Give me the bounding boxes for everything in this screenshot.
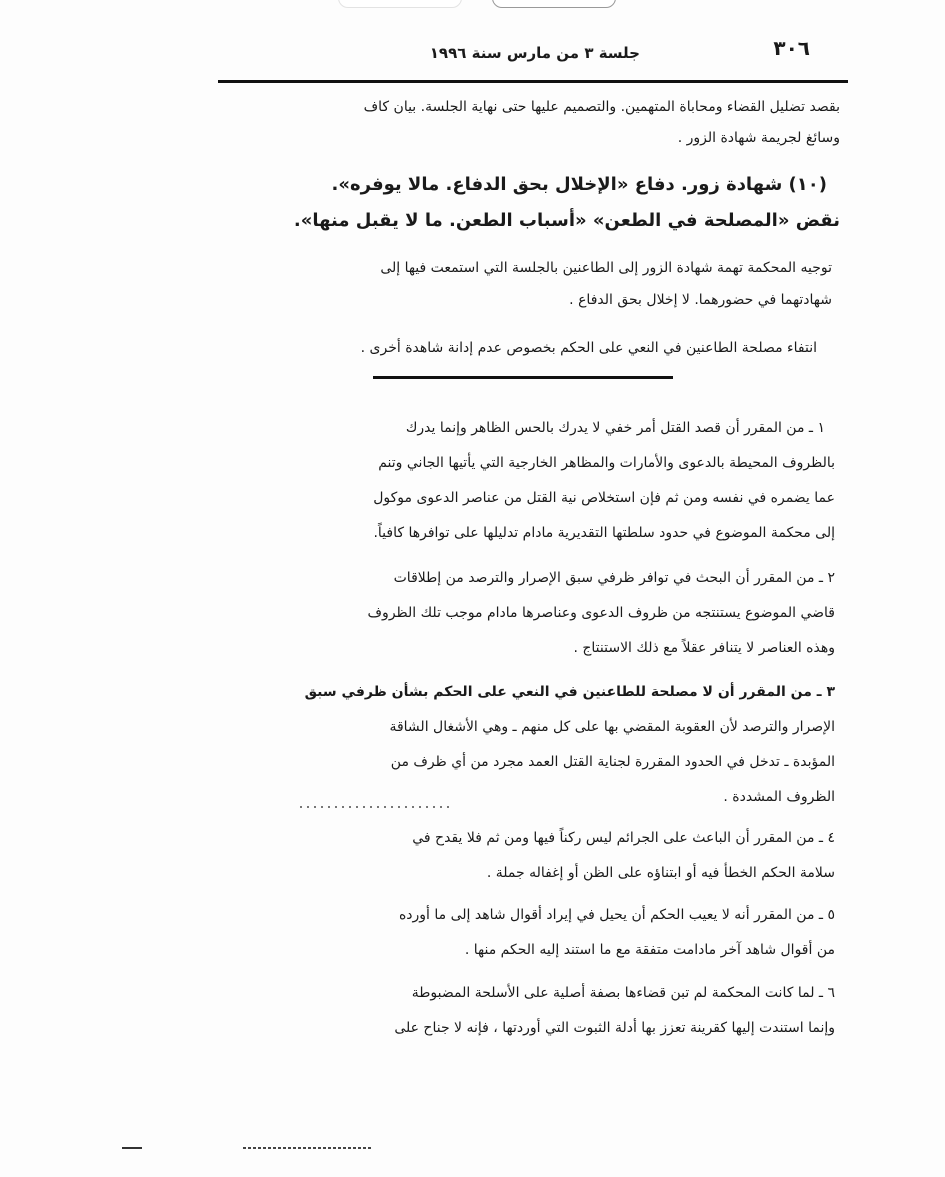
body-line: عما يضمره في نفسه ومن ثم فإن استخلاص نية القتل من عناصر الدعوى موكول [373, 490, 835, 506]
body-line: من أقوال شاهد آخر مادامت متفقة مع ما استند إليه الحكم منها . [464, 942, 835, 958]
body-line: ٦ ـ لما كانت المحكمة لم تبن قضاءها بصفة أصلية على الأسلحة المضبوطة [411, 985, 835, 1001]
body-line: ٣ ـ من المقرر أن لا مصلحة للطاعنين في النعي على الحكم بشأن ظرفي سبق [304, 684, 835, 700]
body-line: إلى محكمة الموضوع في حدود سلطتها التقديرية مادام تدليلها على توافرها كافياً. [373, 525, 835, 541]
body-line: وإنما استندت إليها كقرينة تعزز بها أدلة الثبوت التي أوردتها ، فإنه لا جناح على [394, 1020, 835, 1036]
body-line: بالظروف المحيطة بالدعوى والأمارات والمظاهر الخارجية التي يأتيها الجاني وتنم [378, 455, 835, 471]
section-divider [373, 376, 673, 379]
summary-line: توجيه المحكمة تهمة شهادة الزور إلى الطاعنين بالجلسة التي استمعت فيها إلى [380, 260, 832, 276]
body-line: وهذه العناصر لا يتنافر عقلاً مع ذلك الاستنتاج . [573, 640, 835, 656]
body-line: الإصرار والترصد لأن العقوبة المقضي بها على كل منهم ـ وهي الأشغال الشاقة [389, 719, 835, 735]
section-heading-line: نقض «المصلحة في الطعن» «أسباب الطعن. ما لا يقبل منها». [293, 210, 840, 231]
body-line: ٢ ـ من المقرر أن البحث في توافر ظرفي سبق الإصرار والترصد من إطلاقات [393, 570, 835, 586]
section-heading-line: (١٠) شهادة زور. دفاع «الإخلال بحق الدفاع. مالا يوفره». [331, 174, 827, 195]
intro-line: وسائغ لجريمة شهادة الزور . [677, 130, 840, 146]
body-line: ١ ـ من المقرر أن قصد القتل أمر خفي لا يدرك بالحس الظاهر وإنما يدرك [405, 420, 825, 436]
body-line: الظروف المشددة . [723, 789, 835, 805]
header-rule [218, 80, 848, 83]
top-tab-left [338, 0, 462, 8]
top-tab-right [492, 0, 616, 8]
page-header [225, 36, 810, 76]
body-line: ٥ ـ من المقرر أنه لا يعيب الحكم أن يحيل في إيراد أقوال شاهد إلى ما أورده [398, 907, 835, 923]
page-number: ٣٠٦ [773, 36, 810, 60]
scan-speck [300, 806, 450, 808]
running-head: جلسة ٣ من مارس سنة ١٩٩٦ [429, 44, 640, 62]
intro-line: بقصد تضليل القضاء ومحاباة المتهمين. والتصميم عليها حتى نهاية الجلسة. بيان كاف [363, 99, 840, 115]
body-line: سلامة الحكم الخطأ فيه أو ابتناؤه على الظن أو إغفاله جملة . [486, 865, 835, 881]
body-line: ٤ ـ من المقرر أن الباعث على الجرائم ليس ركناً فيها ومن ثم فلا يقدح في [412, 830, 835, 846]
body-line: المؤبدة ـ تدخل في الحدود المقررة لجناية القتل العمد مجرد من أي ظرف من [390, 754, 835, 770]
footer-mark [243, 1147, 371, 1149]
summary-line: انتفاء مصلحة الطاعنين في النعي على الحكم بخصوص عدم إدانة شاهدة أخرى . [360, 340, 817, 356]
footer-mark [122, 1147, 142, 1149]
body-line: قاضي الموضوع يستنتجه من ظروف الدعوى وعناصرها مادام موجب تلك الظروف [367, 605, 835, 621]
summary-line: شهادتهما في حضورهما. لا إخلال بحق الدفاع . [569, 292, 832, 308]
